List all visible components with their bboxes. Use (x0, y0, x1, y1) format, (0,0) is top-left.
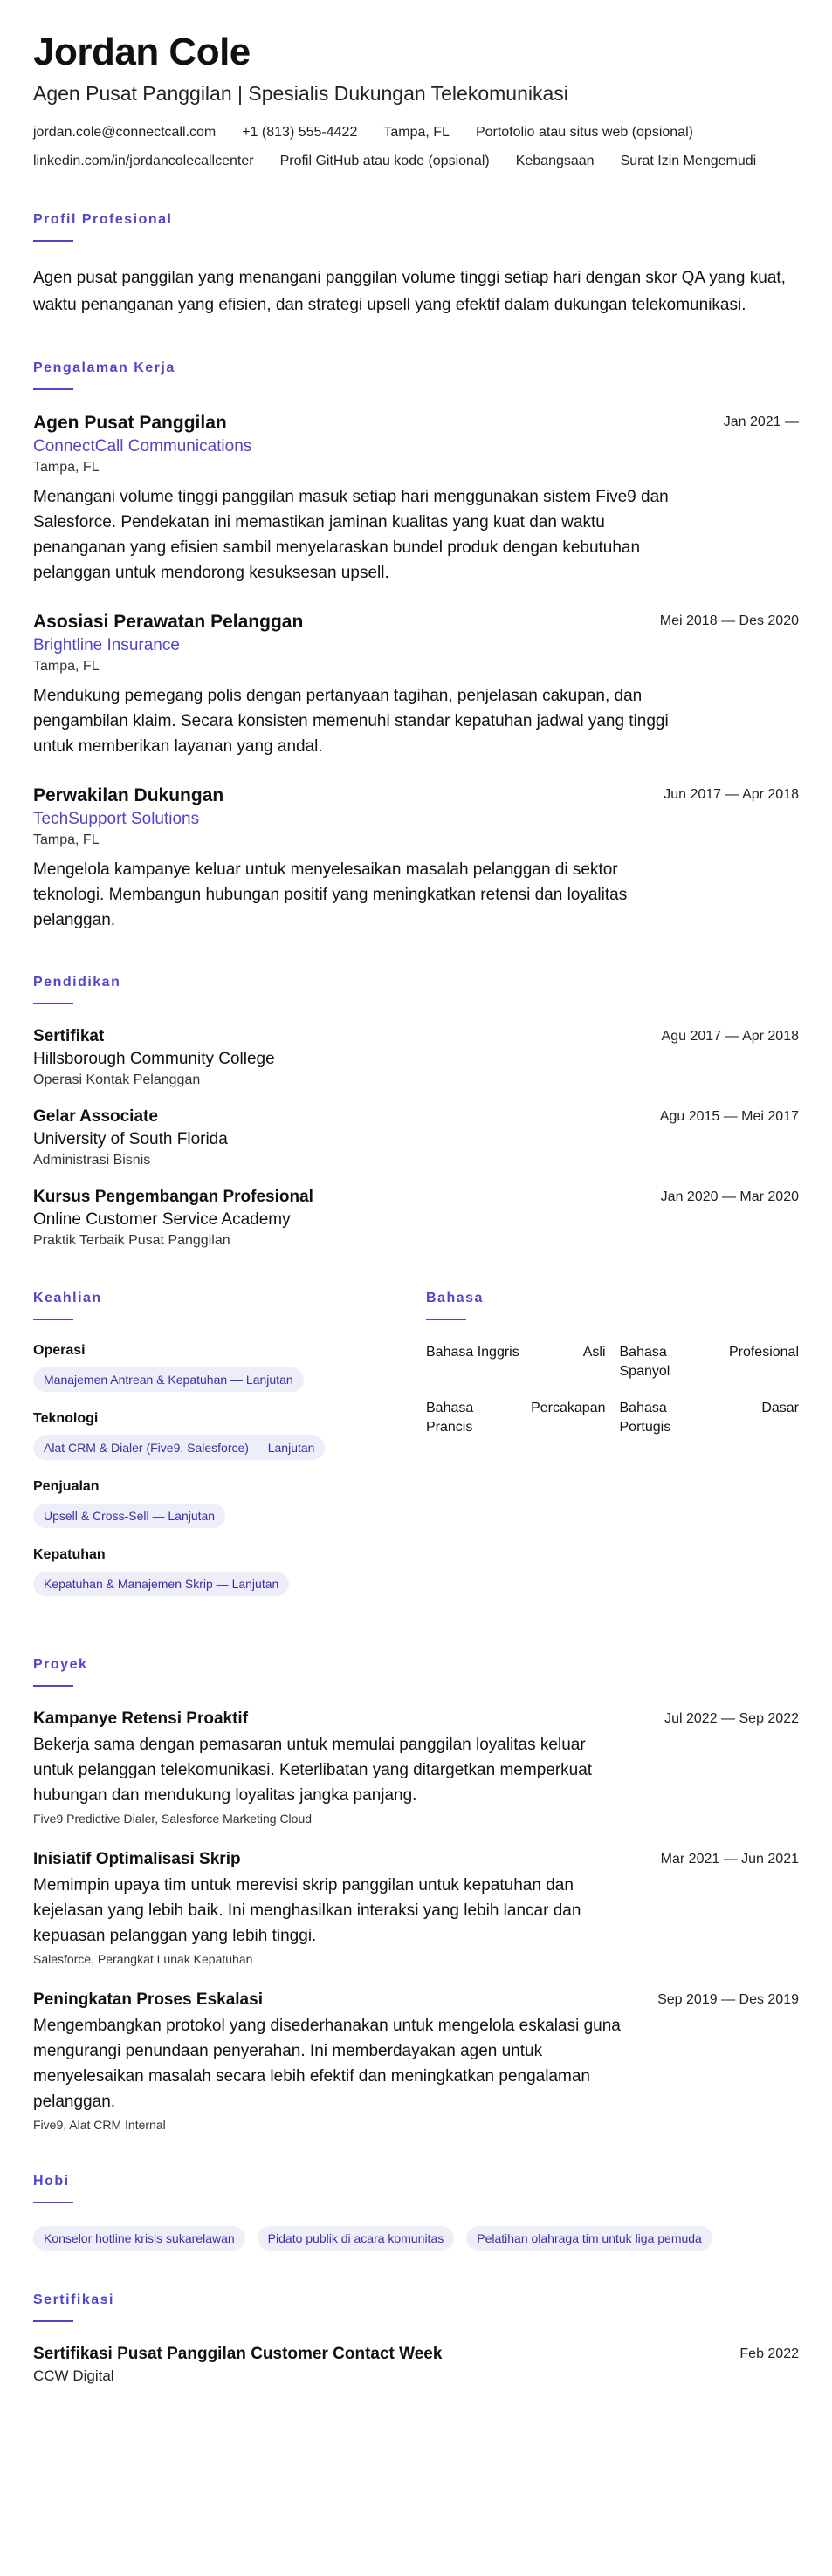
skill-category: Penjualan (33, 1479, 100, 1495)
education-entry (33, 1188, 799, 1249)
education-date: Agu 2017 — Apr 2018 (661, 1029, 799, 1045)
contact-email[interactable]: jordan.cole@connectcall.com (33, 125, 217, 140)
language-level: Asli (582, 1345, 606, 1360)
education-school: Hillsborough Community College (33, 1050, 275, 1069)
experience-entry (33, 785, 799, 933)
contact-phone[interactable]: +1 (813) 555-4422 (242, 125, 358, 140)
project-description: Mengembangkan protokol yang disederhanakan untuk mengelola eskalasi guna mengurangi penundaan penyerahan. Ini memberdayakan agen untuk menyelesaikan masalah secara lebih efektif dan meningkatkan pengalaman pelanggan. (33, 2017, 621, 2112)
certification-issuer: CCW Digital (33, 2367, 114, 2385)
certification-title: Sertifikasi Pusat Panggilan Customer Contact Week (33, 2345, 443, 2364)
profile-summary: Agen pusat panggilan yang menangani panggilan volume tinggi setiap hari dengan skor QA yang kuat, waktu penanganan yang efisien, dan strategi upsell yang efektif dalam dukungan telekomunikasi. (33, 269, 786, 315)
project-date: Mar 2021 — Jun 2021 (660, 1852, 799, 1867)
experience-description: Mengelola kampanye keluar untuk menyelesaikan masalah pelanggan di sektor teknologi. Membangun hubungan positif yang meningkatkan retensi dan loyalitas pelanggan. (33, 860, 628, 930)
project-description: Memimpin upaya tim untuk merevisi skrip panggilan untuk kepatuhan dan kejelasan yang lebih baik. Ini menghasilkan interaksi yang lebih lancar dan kepuasan pelanggan yang lebih tinggi. (33, 1876, 581, 1946)
projects-section (33, 1657, 799, 2132)
skill-category: Teknologi (33, 1411, 99, 1427)
section-title-skills: Keahlian (33, 1291, 102, 1306)
experience-company: TechSupport Solutions (33, 810, 200, 829)
section-title-certifications: Sertifikasi (33, 2292, 114, 2308)
skills-section (33, 1291, 426, 1615)
hobbies-list (33, 2226, 799, 2251)
resume-header (33, 31, 799, 170)
languages-grid (426, 1343, 799, 1437)
experience-location: Tampa, FL (33, 460, 100, 476)
section-divider (426, 1319, 466, 1320)
project-title: Peningkatan Proses Eskalasi (33, 1990, 263, 2010)
section-divider (33, 2320, 73, 2322)
experience-entry (33, 612, 799, 759)
language-name: Bahasa Prancis (426, 1401, 474, 1435)
contact-linkedin[interactable]: linkedin.com/in/jordancolecallcenter (33, 154, 254, 169)
education-field: Operasi Kontak Pelanggan (33, 1072, 201, 1088)
contact-portfolio[interactable]: Portofolio atau situs web (opsional) (475, 125, 693, 140)
section-title-hobbies: Hobi (33, 2174, 70, 2189)
education-degree: Sertifikat (33, 1027, 105, 1046)
section-divider (33, 1685, 73, 1687)
experience-entry (33, 413, 799, 586)
language-level: Percakapan (531, 1401, 606, 1416)
language-level: Profesional (728, 1345, 799, 1360)
education-school: Online Customer Service Academy (33, 1210, 291, 1230)
candidate-headline: Agen Pusat Panggilan | Spesialis Dukungan Telekomunikasi (33, 82, 568, 106)
section-divider (33, 1319, 73, 1320)
language-item (426, 1343, 606, 1381)
languages-section (426, 1291, 799, 1615)
section-divider (33, 240, 73, 242)
project-entry (33, 1850, 799, 1966)
contact-info (33, 123, 799, 170)
contact-nationality: Kebangsaan (515, 154, 595, 169)
section-title-profile: Profil Profesional (33, 212, 173, 228)
section-title-experience: Pengalaman Kerja (33, 360, 175, 376)
language-item (620, 1343, 800, 1381)
skill-category: Kepatuhan (33, 1547, 106, 1563)
hobby-chip: Konselor hotline krisis sukarelawan (33, 2226, 245, 2251)
education-entry (33, 1027, 799, 1088)
experience-location: Tampa, FL (33, 832, 100, 848)
language-item (620, 1399, 800, 1437)
contact-github[interactable]: Profil GitHub atau kode (opsional) (279, 154, 490, 169)
candidate-name: Jordan Cole (33, 31, 251, 73)
contact-driving-license: Surat Izin Mengemudi (620, 154, 757, 169)
certifications-section (33, 2292, 799, 2385)
education-date: Jan 2020 — Mar 2020 (660, 1189, 799, 1205)
skill-category: Operasi (33, 1343, 86, 1359)
experience-location: Tampa, FL (33, 659, 100, 675)
education-school: University of South Florida (33, 1130, 228, 1149)
experience-section (33, 360, 799, 933)
project-date: Sep 2019 — Des 2019 (657, 1992, 799, 2008)
education-field: Administrasi Bisnis (33, 1153, 151, 1168)
language-name: Bahasa Inggris (426, 1345, 519, 1360)
section-title-education: Pendidikan (33, 975, 121, 990)
hobby-chip: Pidato publik di acara komunitas (258, 2226, 455, 2251)
section-title-languages: Bahasa (426, 1291, 484, 1306)
education-date: Agu 2015 — Mei 2017 (659, 1109, 799, 1125)
experience-company: Brightline Insurance (33, 636, 180, 655)
experience-role: Asosiasi Perawatan Pelanggan (33, 612, 304, 633)
project-entry (33, 1990, 799, 2132)
language-name: Bahasa Spanyol (619, 1345, 670, 1380)
section-divider (33, 2202, 73, 2203)
experience-role: Perwakilan Dukungan (33, 785, 224, 806)
experience-description: Menangani volume tinggi panggilan masuk setiap hari menggunakan sistem Five9 dan Salesforce. Pendekatan ini memastikan jaminan kualitas yang kuat dan waktu penanganan yang efisien sambil menyelaraskan bundel produk dengan kebutuhan pelanggan untuk mendorong kesuksesan upsell. (33, 488, 669, 583)
experience-role: Agen Pusat Panggilan (33, 413, 227, 434)
skill-chip: Alat CRM & Dialer (Five9, Salesforce) — Lanjutan (33, 1435, 325, 1460)
project-tech: Five9, Alat CRM Internal (33, 2118, 166, 2133)
skill-chip: Kepatuhan & Manajemen Skrip — Lanjutan (33, 1572, 289, 1596)
skills-languages-row (33, 1291, 799, 1615)
education-entry (33, 1107, 799, 1168)
education-field: Praktik Terbaik Pusat Panggilan (33, 1233, 230, 1249)
project-title: Inisiatif Optimalisasi Skrip (33, 1850, 241, 1869)
experience-date: Jun 2017 — Apr 2018 (664, 787, 799, 803)
project-title: Kampanye Retensi Proaktif (33, 1709, 249, 1729)
experience-company: ConnectCall Communications (33, 437, 252, 456)
hobby-chip: Pelatihan olahraga tim untuk liga pemuda (466, 2226, 712, 2251)
education-section (33, 975, 799, 1249)
skill-chip: Manajemen Antrean & Kepatuhan — Lanjutan (33, 1367, 304, 1392)
language-name: Bahasa Portugis (619, 1401, 671, 1435)
section-title-projects: Proyek (33, 1657, 88, 1673)
section-divider (33, 1003, 73, 1004)
experience-date: Mei 2018 — Des 2020 (659, 613, 799, 629)
experience-description: Mendukung pemegang polis dengan pertanyaan tagihan, penjelasan cakupan, dan pengambilan klaim. Secara konsisten memenuhi standar kepatuhan jadwal yang tinggi untuk memberikan layanan yang andal. (33, 687, 669, 757)
contact-location: Tampa, FL (383, 125, 450, 140)
project-date: Jul 2022 — Sep 2022 (664, 1711, 799, 1727)
certification-date: Feb 2022 (739, 2346, 799, 2362)
certification-entry (33, 2345, 799, 2385)
language-level: Dasar (761, 1401, 799, 1416)
project-tech: Salesforce, Perangkat Lunak Kepatuhan (33, 1952, 253, 1967)
language-item (426, 1399, 606, 1437)
experience-date: Jan 2021 — (723, 414, 799, 430)
profile-section (33, 212, 799, 319)
project-entry (33, 1709, 799, 1826)
hobbies-section (33, 2174, 799, 2251)
project-tech: Five9 Predictive Dialer, Salesforce Marketing Cloud (33, 1812, 313, 1826)
skill-chip: Upsell & Cross-Sell — Lanjutan (33, 1504, 225, 1528)
section-divider (33, 388, 73, 390)
education-degree: Kursus Pengembangan Profesional (33, 1188, 313, 1207)
education-degree: Gelar Associate (33, 1107, 158, 1127)
project-description: Bekerja sama dengan pemasaran untuk memulai panggilan loyalitas keluar untuk pelanggan telekomunikasi. Keterlibatan yang ditargetkan memperkuat hubungan dan mendukung loyalitas jangka panjang. (33, 1736, 593, 1805)
